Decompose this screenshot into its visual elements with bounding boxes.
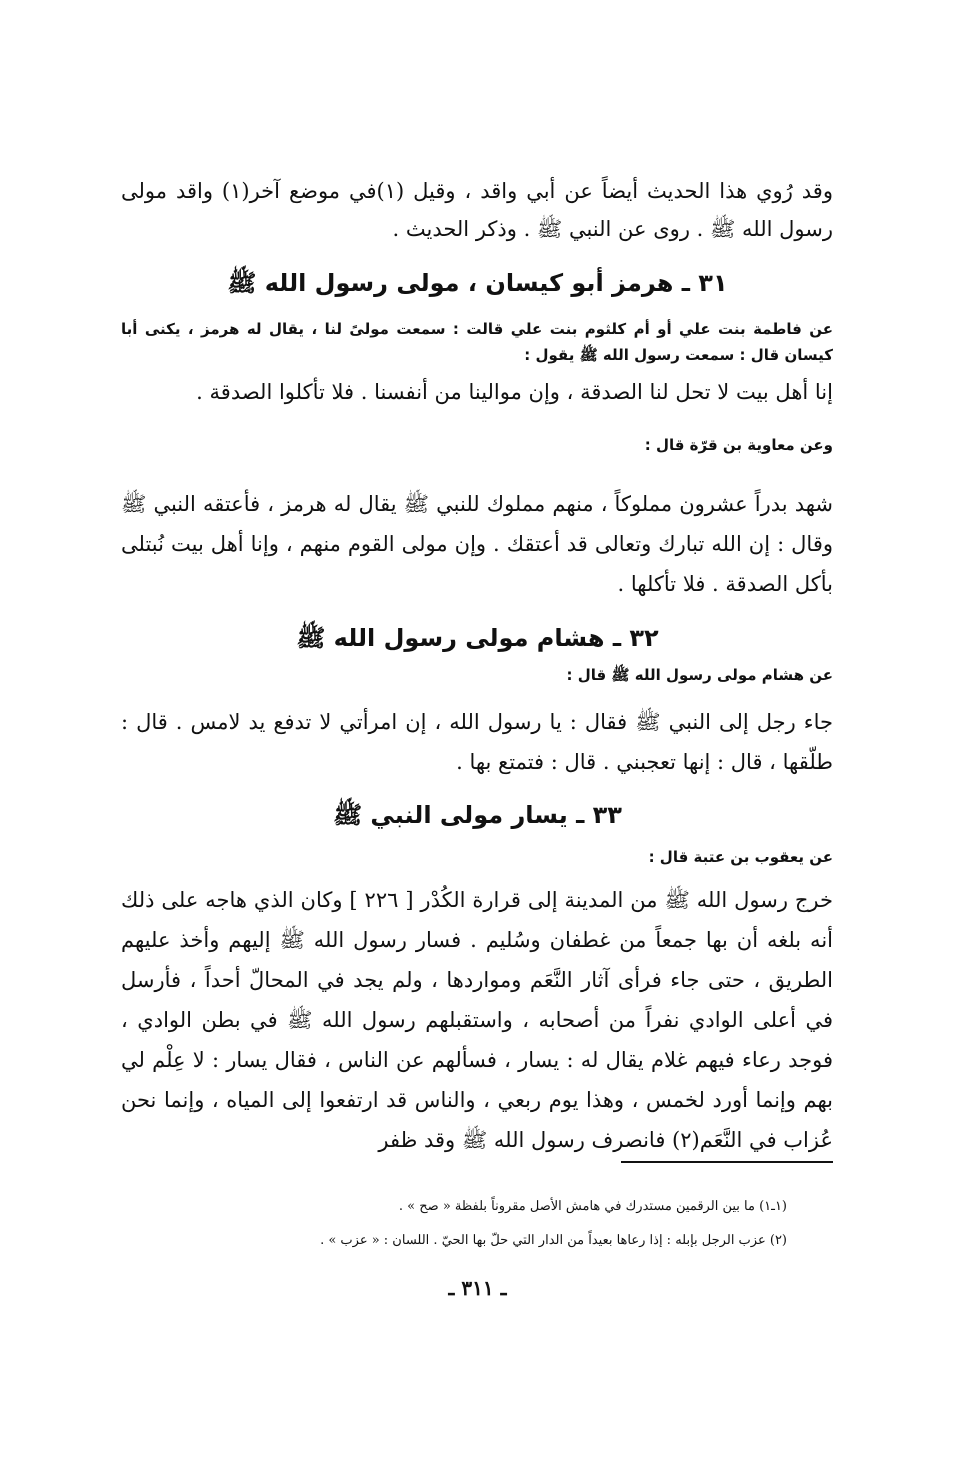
matn-31: إنا أهل بيت لا تحل لنا الصدقة ، وإن موالينا من أنفسنا . فلا تأكلوا الصدقة .: [196, 380, 833, 404]
page-number: ـ ٣١١ ـ: [448, 1276, 507, 1300]
section-heading-33: ٣٣ ـ يسار مولى النبي ﷺ: [333, 801, 622, 829]
footnote-separator: [621, 1161, 833, 1163]
section-heading-32: ٣٢ ـ هشام مولى رسول الله ﷺ: [296, 624, 659, 652]
matn-33: خرج رسول الله ﷺ من المدينة إلى قرارة الكُدْر [ ٢٢٦ ] وكان الذي هاجه على ذلك أنه بلغه أن بها جمعاً من غطفان وسُليم . فسار رسول الله ﷺ إليهم وأخذ عليهم الطريق ، حتى جاء فرأى آثار النَّعَم ومواردها ، ولم يجد في المحالّ أحداً ، فأرسل في أعلى الوادي نفراً من أصحابه ، واستقبلهم رسول الله ﷺ في بطن الوادي ، فوجد رعاء فيهم غلام يقال له : يسار ، فسألهم عن الناس ، فقال يسار : لا عِلْم لي بهم وإنما أورد لخمس ، وهذا يوم ربعي ، والناس قد ارتفعوا إلى المياه ، وإنما نحن عُزاب في النَّعَم(٢) فانصرف رسول الله ﷺ وقد ظفر: [121, 888, 834, 1152]
footnotes: [127, 1190, 787, 1258]
isnad-32: عن هشام مولى رسول الله ﷺ قال :: [566, 666, 833, 684]
footnote-2: (٢) عزب الرجل بإبله : إذا رعاها بعيداً من الدار التي حلّ بها الحيّ . اللسان : « عزب » .: [320, 1233, 787, 1248]
section-heading-31: ٣١ ـ هرمز أبو كيسان ، مولى رسول الله ﷺ: [227, 269, 728, 297]
isnad-33: عن يعقوب بن عتبة قال :: [648, 848, 833, 866]
isnad-31-second: وعن معاوية بن قرّة قال :: [644, 436, 833, 454]
isnad-31: عن فاطمة بنت علي أو أم كلثوم بنت علي قالت : سمعت مولىً لنا ، يقال له هرمز ، يكنى أبا كيسان قال : سمعت رسول الله ﷺ يقول :: [121, 320, 833, 364]
intro-paragraph: وقد رُوي هذا الحديث أيضاً عن أبي واقد ، وقيل (١)في موضع آخر(١) واقد مولى رسول الله ﷺ . روى عن النبي ﷺ . وذكر الحديث .: [121, 179, 833, 241]
matn-32: جاء رجل إلى النبي ﷺ فقال : يا رسول الله ، إن امرأتي لا تدفع يد لامس . قال : طلّقها ، قال : إنها تعجبني . قال : فتمتع بها .: [121, 710, 833, 774]
matn-31-second: شهد بدراً عشرون مملوكاً ، منهم مملوك للنبي ﷺ يقال له هرمز ، فأعتقه النبي ﷺ وقال : إن الله تبارك وتعالى قد أعتقك . وإن مولى القوم منهم ، وإنا أهل بيت نُبتلى بأكل الصدقة . فلا تأكلها .: [121, 492, 833, 596]
footnote-1: (١ـ١) ما بين الرقمين مستدرك في هامش الأصل مقروناً بلفظة « صح » .: [398, 1199, 787, 1214]
